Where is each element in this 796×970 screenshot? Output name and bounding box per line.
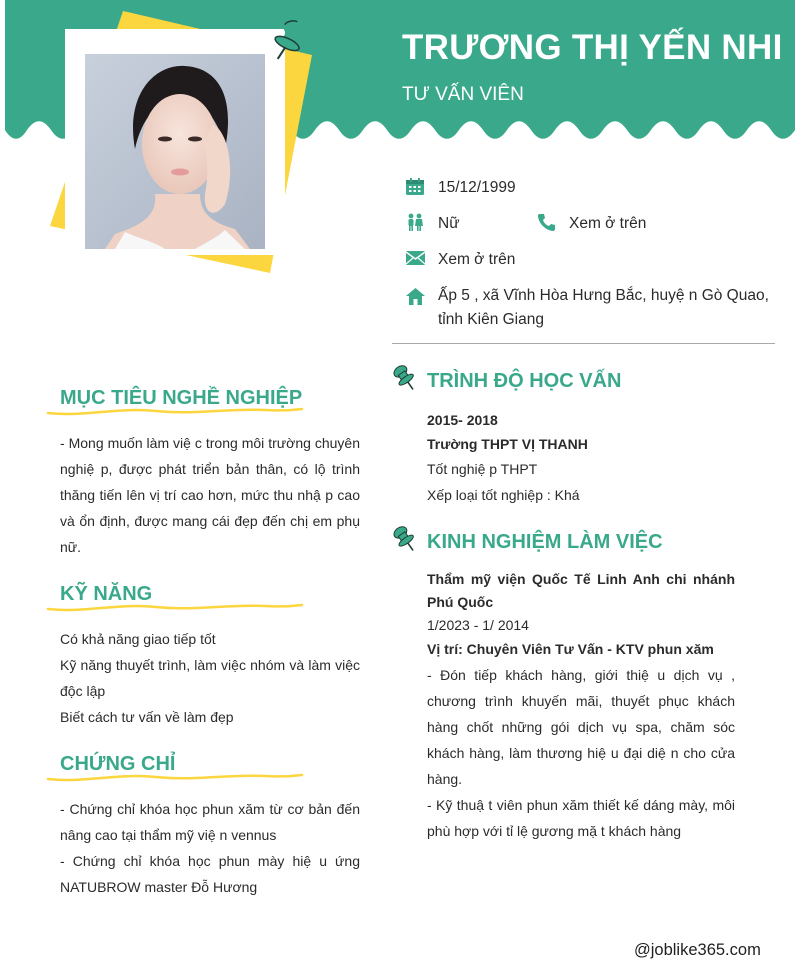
dob-row <box>404 176 516 200</box>
skill-item: Có khả năng giao tiếp tốt <box>60 631 216 647</box>
dob-value: 15/12/1999 <box>438 179 516 196</box>
experience-company: Thẩm mỹ viện Quốc Tế Linh Anh chi nhánh Phú Quốc <box>427 571 735 610</box>
skill-item: Biết cách tư vấn về làm đẹp <box>60 709 234 725</box>
calendar-icon <box>404 176 426 196</box>
certificates-list <box>60 796 360 900</box>
address-row <box>404 284 776 332</box>
education-years: 2015- 2018 <box>427 412 498 428</box>
pushpin-icon <box>265 15 309 63</box>
phone-value: Xem ở trên <box>569 215 647 232</box>
home-icon <box>404 286 426 306</box>
gender-row <box>404 212 460 236</box>
address-value: Ấp 5 , xã Vĩnh Hòa Hưng Bắc, huyệ n Gò Quao, tỉnh Kiên Giang <box>438 287 769 328</box>
education-pin-icon <box>391 363 419 393</box>
email-row <box>404 248 515 272</box>
candidate-name: TRƯƠNG THỊ YẾN NHI <box>402 28 783 67</box>
phone-row <box>535 212 646 236</box>
experience-duty: - Đón tiếp khách hàng, giới thiệ u dịch vụ , chương trình khuyến mãi, thuyết phục khách hàng chốt những gói dịch vụ spa, chăm sóc khách hàng, làm thương hiệ u đại diệ n cho cửa hàng. <box>427 667 735 787</box>
objective-underline <box>46 405 306 419</box>
certificates-underline <box>46 771 306 785</box>
skills-list <box>60 626 360 730</box>
experience-position: Vị trí: Chuyên Viên Tư Vấn - KTV phun xăm <box>427 641 714 657</box>
email-value: Xem ở trên <box>438 251 516 268</box>
objective-title: MỤC TIÊU NGHỀ NGHIỆP <box>60 387 303 409</box>
watermark: @joblike365.com <box>634 941 761 959</box>
experience-title: KINH NGHIỆM LÀM VIỆC <box>427 531 663 553</box>
gender-icon <box>404 212 426 232</box>
certificate-item: - Chứng chỉ khóa học phun xăm từ cơ bản đến nâng cao tại thẩm mỹ việ n vennus <box>60 801 360 843</box>
phone-icon <box>535 212 557 232</box>
certificates-title: CHỨNG CHỈ <box>60 753 176 775</box>
education-school: Trường THPT VỊ THANH <box>427 436 588 452</box>
email-icon <box>404 248 426 268</box>
objective-text: - Mong muốn làm việ c trong môi trường chuyên nghiệ p, được phát triển bản thân, có lộ trình thăng tiến lên vị trí cao hơn, mức thu nhậ p cao và ổn định, được mang cái đẹp đến chị em phụ nữ. <box>60 435 360 555</box>
education-title: TRÌNH ĐỘ HỌC VẤN <box>427 370 622 392</box>
divider <box>392 343 775 344</box>
experience-duty: - Kỹ thuậ t viên phun xăm thiết kế dáng mày, môi phù hợp với tỉ lệ gương mặ t khách hàng <box>427 797 735 839</box>
skills-title: KỸ NĂNG <box>60 583 153 605</box>
experience-period: 1/2023 - 1/ 2014 <box>427 617 529 633</box>
profile-photo <box>85 54 265 249</box>
experience-pin-icon <box>391 524 419 554</box>
education-block <box>427 408 737 508</box>
experience-block <box>427 568 735 844</box>
candidate-role: TƯ VẤN VIÊN <box>402 84 524 105</box>
education-degree: Tốt nghiệ p THPT <box>427 461 538 477</box>
skills-underline <box>46 601 306 615</box>
gender-value: Nữ <box>438 215 460 232</box>
education-rank: Xếp loại tốt nghiệp : Khá <box>427 487 580 503</box>
skill-item: Kỹ năng thuyết trình, làm việc nhóm và làm việc độc lập <box>60 657 360 699</box>
certificate-item: - Chứng chỉ khóa học phun mày hiệ u ứng NATUBROW master Đỗ Hương <box>60 853 360 895</box>
